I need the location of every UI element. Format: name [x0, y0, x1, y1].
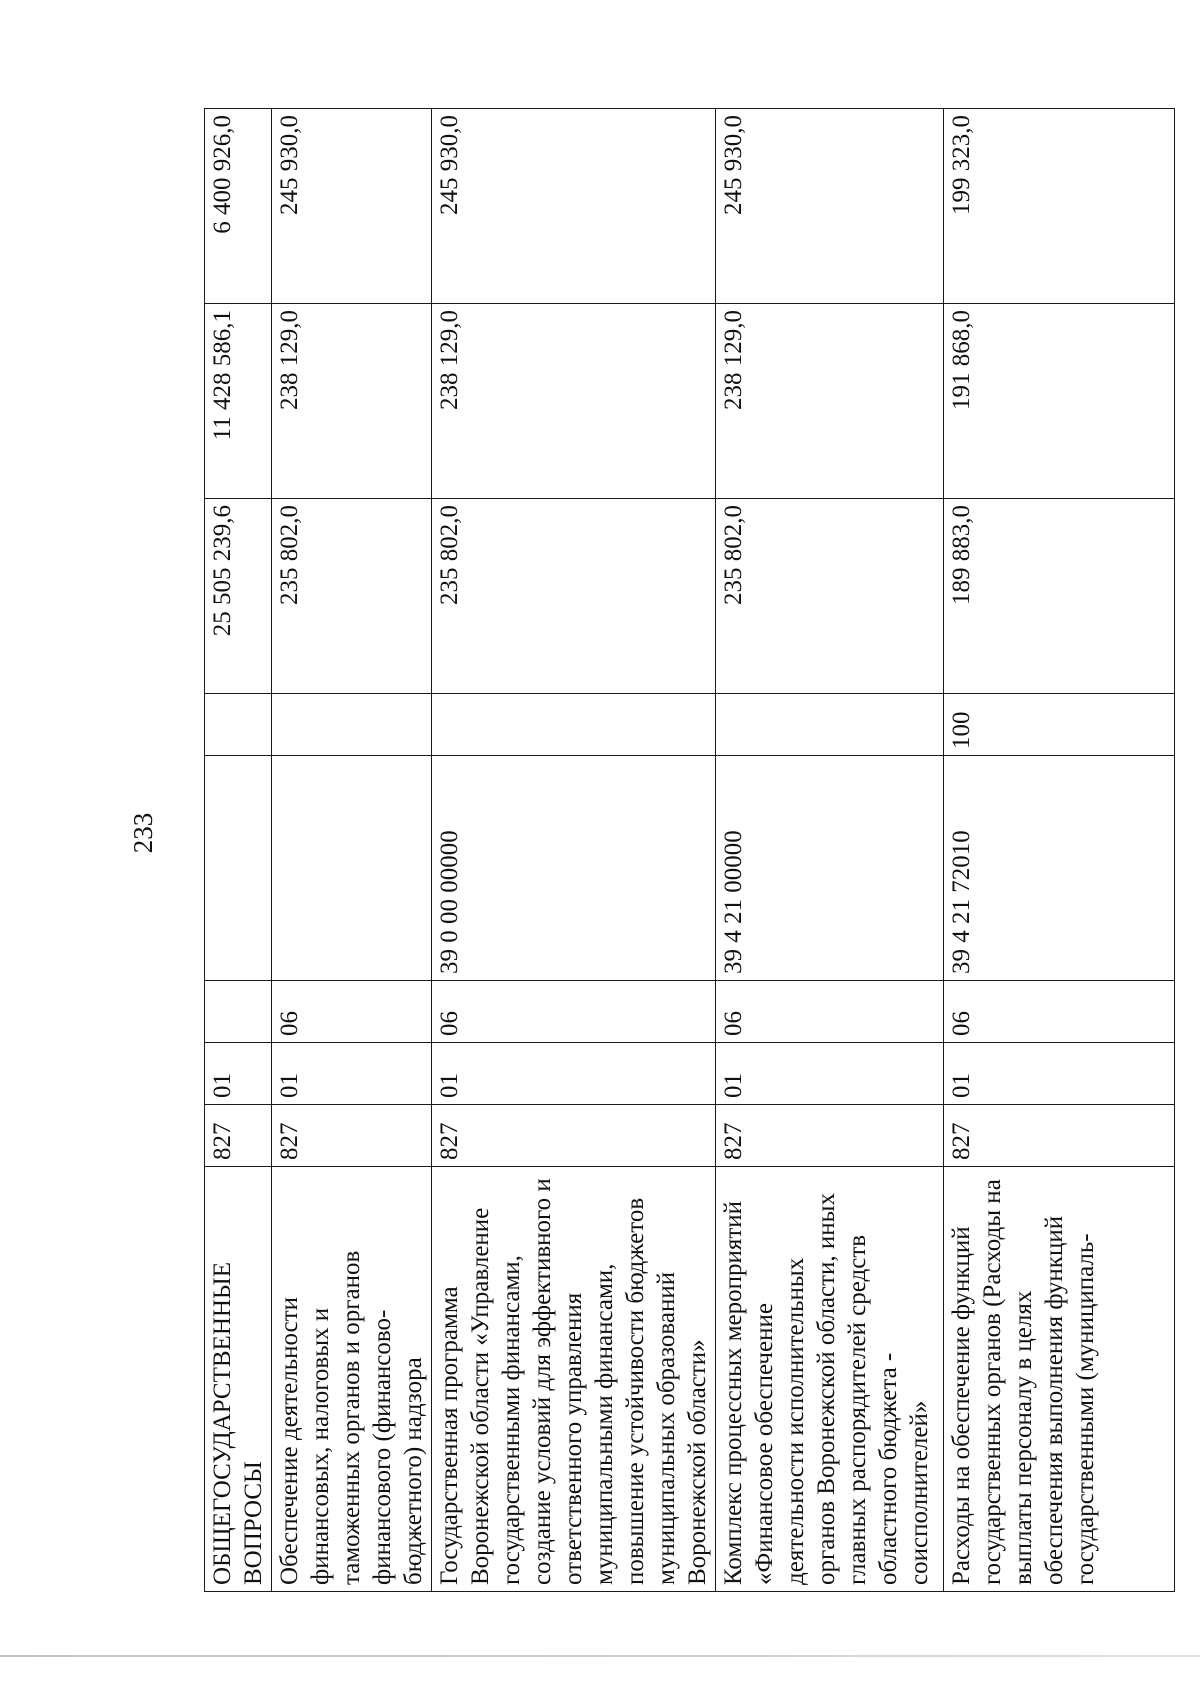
sum-year-2: 11 428 586,1 — [205, 304, 272, 499]
section-code: 01 — [205, 1043, 272, 1105]
sum-year-3: 245 930,0 — [716, 109, 944, 304]
section-code: 01 — [432, 1043, 716, 1105]
expense-type-code — [272, 694, 432, 756]
ministry-code: 827 — [944, 1105, 1175, 1167]
expense-type-code: 100 — [944, 694, 1175, 756]
budget-table-container — [204, 109, 1136, 1592]
target-code: 39 4 21 00000 — [716, 756, 944, 981]
page-number: 233 — [128, 812, 158, 854]
row-name: ОБЩЕГОСУДАРСТВЕННЫЕ ВОПРОСЫ — [205, 1167, 272, 1592]
sum-year-2: 238 129,0 — [432, 304, 716, 499]
expense-type-code — [716, 694, 944, 756]
subsection-code — [205, 981, 272, 1043]
row-name: Комплекс процессных мероприятий «Финансовое обеспечение деятельности исполнительных органов Воронежской области, иных главных распорядителей средств областного бюджета - соисполнителей» — [716, 1167, 944, 1592]
subsection-code: 06 — [716, 981, 944, 1043]
expense-type-code — [432, 694, 716, 756]
table-row — [272, 109, 432, 1592]
sum-year-1: 25 505 239,6 — [205, 499, 272, 694]
row-name: Государственная программа Воронежской области «Управление государственными финансами, создание условий для эффективного и ответственного управления муниципальными финансами, повышение устойчивости бюджетов муниципальных образований Воронежской области» — [432, 1167, 716, 1592]
row-name: Расходы на обеспечение функций государственных органов (Расходы на выплаты персоналу в целях обеспечения выполнения функций государственными (муниципаль- — [944, 1167, 1175, 1592]
subsection-code: 06 — [432, 981, 716, 1043]
subsection-code: 06 — [944, 981, 1175, 1043]
sum-year-1: 235 802,0 — [432, 499, 716, 694]
ministry-code: 827 — [432, 1105, 716, 1167]
table-row — [716, 109, 944, 1592]
sum-year-2: 191 868,0 — [944, 304, 1175, 499]
table-row — [432, 109, 716, 1592]
scan-edge-line — [0, 1655, 1200, 1657]
sum-year-3: 245 930,0 — [432, 109, 716, 304]
sum-year-2: 238 129,0 — [716, 304, 944, 499]
ministry-code: 827 — [716, 1105, 944, 1167]
sum-year-2: 238 129,0 — [272, 304, 432, 499]
section-code: 01 — [272, 1043, 432, 1105]
target-code — [272, 756, 432, 981]
subsection-code: 06 — [272, 981, 432, 1043]
table-row — [205, 109, 272, 1592]
target-code — [205, 756, 272, 981]
target-code: 39 0 00 00000 — [432, 756, 716, 981]
budget-table — [204, 108, 1175, 1592]
table-row — [944, 109, 1175, 1592]
expense-type-code — [205, 694, 272, 756]
sum-year-3: 199 323,0 — [944, 109, 1175, 304]
row-name: Обеспечение деятельности финансовых, налоговых и таможенных органов и органов финансового (финансово-бюджетного) надзора — [272, 1167, 432, 1592]
section-code: 01 — [716, 1043, 944, 1105]
sum-year-1: 235 802,0 — [272, 499, 432, 694]
target-code: 39 4 21 72010 — [944, 756, 1175, 981]
sum-year-1: 189 883,0 — [944, 499, 1175, 694]
sum-year-3: 245 930,0 — [272, 109, 432, 304]
sum-year-1: 235 802,0 — [716, 499, 944, 694]
ministry-code: 827 — [272, 1105, 432, 1167]
ministry-code: 827 — [205, 1105, 272, 1167]
sum-year-3: 6 400 926,0 — [205, 109, 272, 304]
section-code: 01 — [944, 1043, 1175, 1105]
